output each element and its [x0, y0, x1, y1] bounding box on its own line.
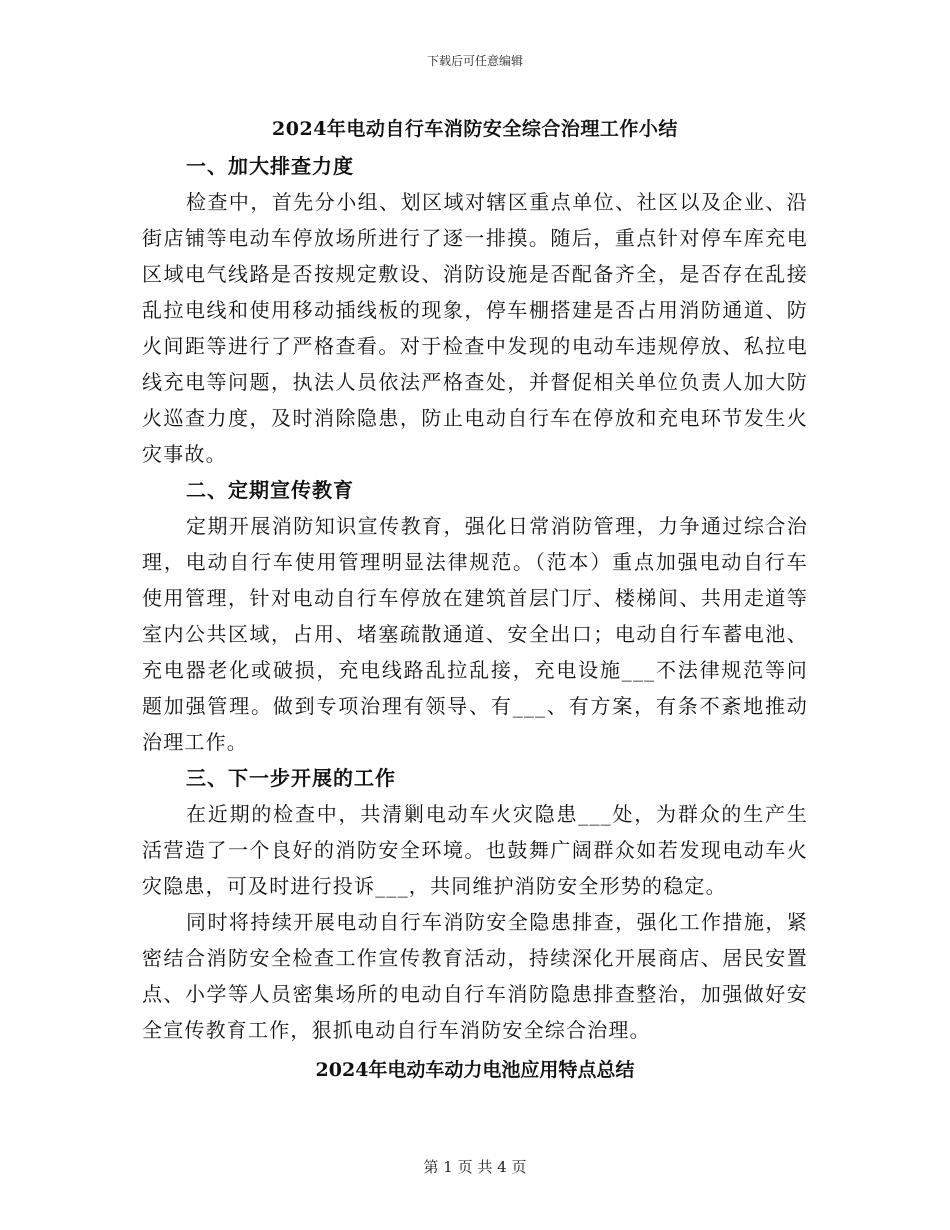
section-1 [142, 148, 808, 472]
header-note: 下载后可任意编辑 [426, 54, 523, 68]
section-3 [142, 760, 808, 1048]
section-heading: 二、定期宣传教育 [186, 478, 354, 502]
section-2 [142, 472, 808, 760]
section-paragraph: 定期开展消防知识宣传教育，强化日常消防管理，力争通过综合治理，电动自行车使用管理明显法律规范。（范本）重点加强电动自行车使用管理，针对电动自行车停放在建筑首层门厅、楼梯间、共用走道等室内公共区域，占用、堵塞疏散通道、安全出口；电动自行车蓄电池、充电器老化或破损，充电线路乱拉乱接，充电设施___不法律规范等问题加强管理。做到专项治理有领导、有___、有方案，有条不紊地推动治理工作。 [142, 514, 808, 754]
document-body [142, 112, 808, 1088]
section-heading: 一、加大排查力度 [186, 154, 354, 178]
section-paragraph: 同时将持续开展电动自行车消防安全隐患排查，强化工作措施，紧密结合消防安全检查工作宣传教育活动，持续深化开展商店、居民安置点、小学等人员密集场所的电动自行车消防隐患排查整治，加强做好安全宣传教育工作，狠抓电动自行车消防安全综合治理。 [142, 910, 808, 1042]
page-number: 第 1 页 共 4 页 [423, 1158, 527, 1176]
section-paragraph: 在近期的检查中，共清剿电动车火灾隐患___处，为群众的生产生活营造了一个良好的消防安全环境。也鼓舞广阔群众如若发现电动车火灾隐患，可及时进行投诉___，共同维护消防安全形势的稳定。 [142, 802, 808, 898]
next-document-title: 2024年电动车动力电池应用特点总结 [315, 1059, 635, 1081]
section-paragraph: 检查中，首先分小组、划区域对辖区重点单位、社区以及企业、沿街店铺等电动车停放场所进行了逐一排摸。随后，重点针对停车库充电区域电气线路是否按规定敷设、消防设施是否配备齐全，是否存在乱接乱拉电线和使用移动插线板的现象，停车棚搭建是否占用消防通道、防火间距等进行了严格查看。对于检查中发现的电动车违规停放、私拉电线充电等问题，执法人员依法严格查处，并督促相关单位负责人加大防火巡查力度，及时消除隐患，防止电动自行车在停放和充电环节发生火灾事故。 [142, 190, 808, 466]
document-title: 2024年电动自行车消防安全综合治理工作小结 [272, 118, 678, 140]
section-heading: 三、下一步开展的工作 [186, 766, 396, 790]
